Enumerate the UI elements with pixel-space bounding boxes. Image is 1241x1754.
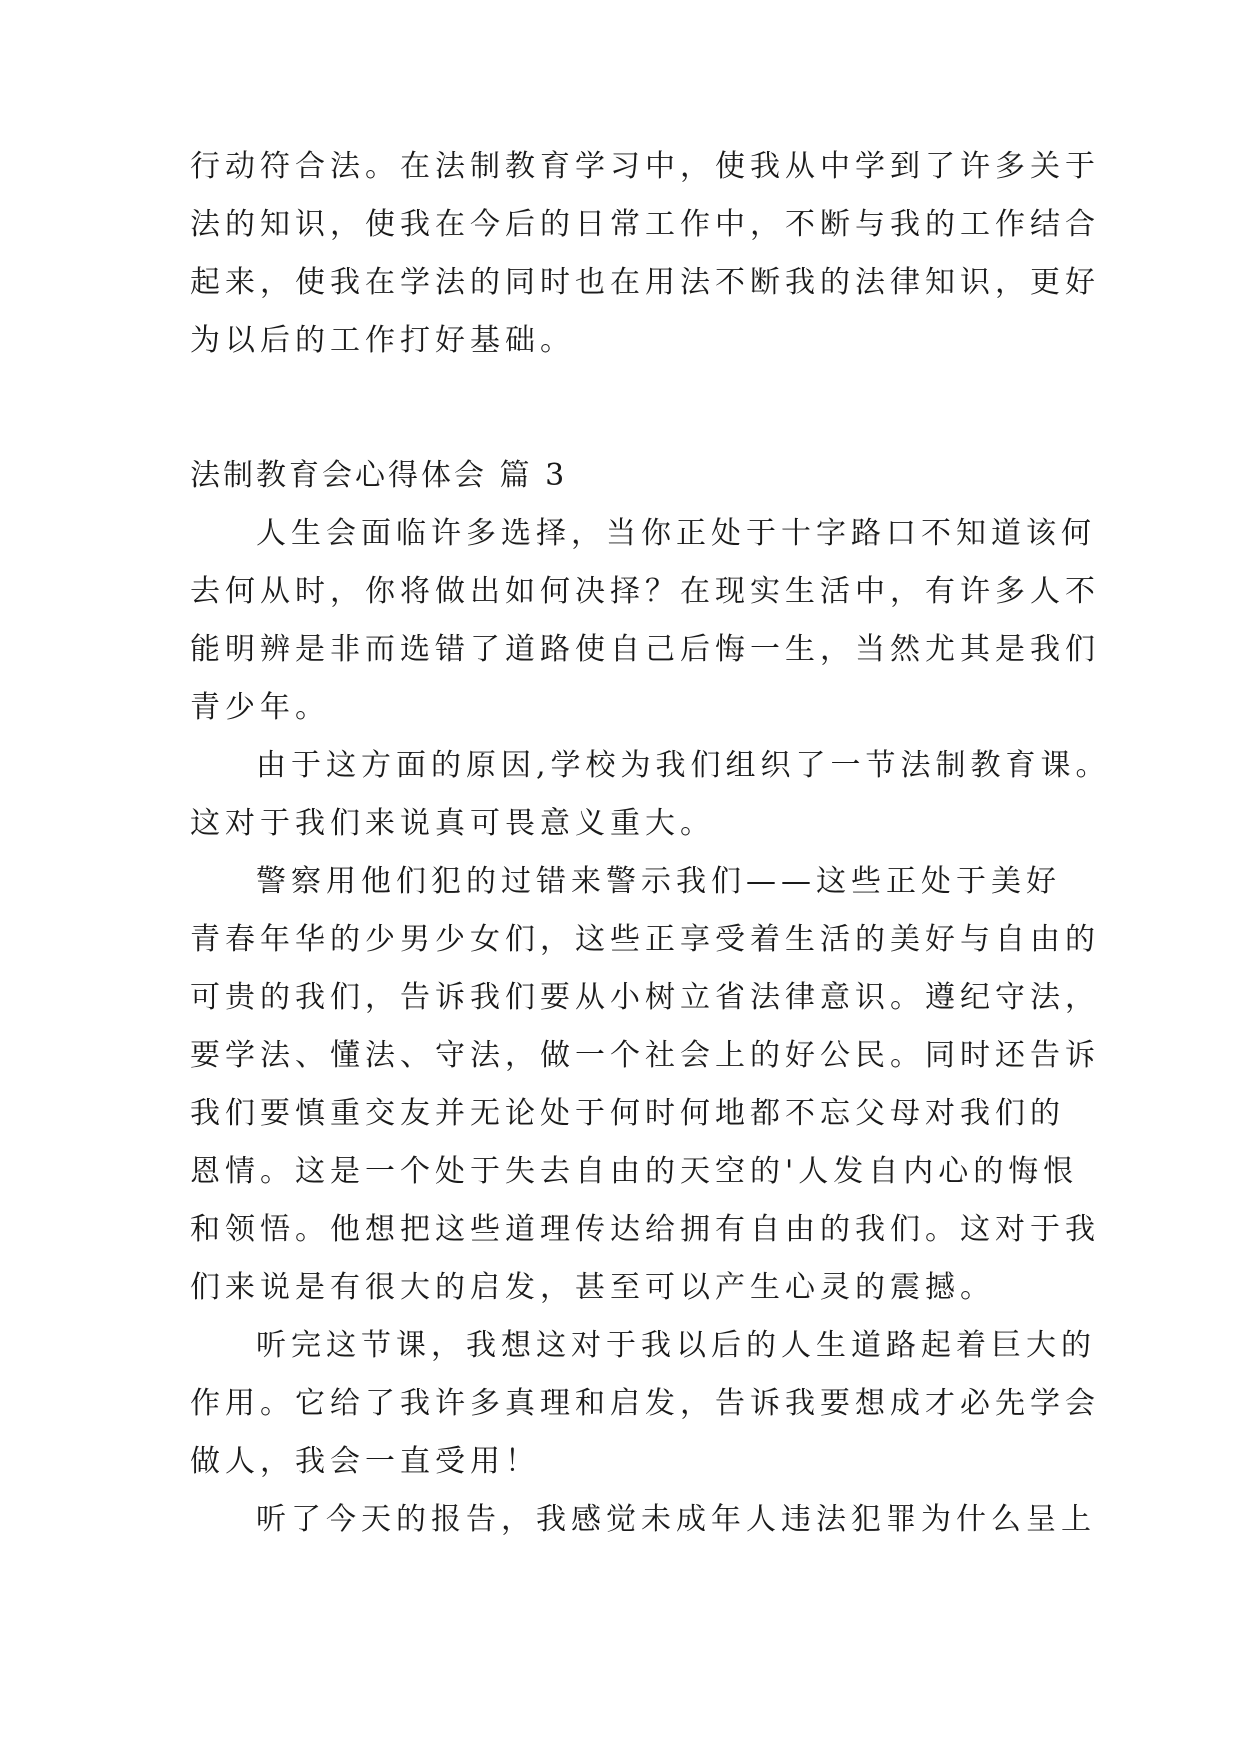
paragraph-4 bbox=[190, 1317, 1100, 1491]
paragraph-1 bbox=[190, 505, 1100, 737]
paragraph-3 bbox=[190, 853, 1100, 1317]
text-line: 行动符合法。在法制教育学习中，使我从中学到了许多关于 bbox=[190, 149, 1100, 184]
text-line: 青少年。 bbox=[190, 690, 330, 725]
paragraph-2 bbox=[190, 737, 1111, 853]
section-heading: 法制教育会心得体会 篇 3 bbox=[190, 458, 568, 493]
text-line: 可贵的我们，告诉我们要从小树立省法律意识。遵纪守法， bbox=[190, 980, 1100, 1015]
text-line: 们来说是有很大的启发，甚至可以产生心灵的震撼。 bbox=[190, 1270, 995, 1305]
text-line: 能明辨是非而选错了道路使自己后悔一生，当然尤其是我们 bbox=[190, 632, 1100, 667]
text-line: 恩情。这是一个处于失去自由的天空的'人发自内心的悔恨 bbox=[190, 1154, 1079, 1189]
text-line: 法的知识，使我在今后的日常工作中，不断与我的工作结合 bbox=[190, 207, 1100, 242]
text-line: 听完这节课，我想这对于我以后的人生道路起着巨大的 bbox=[256, 1328, 1096, 1363]
text-line: 去何从时，你将做出如何决择？在现实生活中，有许多人不 bbox=[190, 574, 1100, 609]
text-line: 警察用他们犯的过错来警示我们——这些正处于美好 bbox=[256, 864, 1061, 899]
intro-paragraph bbox=[190, 138, 1100, 370]
text-line: 青春年华的少男少女们，这些正享受着生活的美好与自由的 bbox=[190, 922, 1100, 957]
text-line: 和领悟。他想把这些道理传达给拥有自由的我们。这对于我 bbox=[190, 1212, 1100, 1247]
text-line: 由于这方面的原因,学校为我们组织了一节法制教育课。 bbox=[256, 748, 1111, 783]
text-line: 作用。它给了我许多真理和启发，告诉我要想成才必先学会 bbox=[190, 1386, 1100, 1421]
text-line: 为以后的工作打好基础。 bbox=[190, 323, 575, 358]
text-line: 这对于我们来说真可畏意义重大。 bbox=[190, 806, 715, 841]
text-line: 做人，我会一直受用！ bbox=[190, 1444, 540, 1479]
text-line: 听了今天的报告，我感觉未成年人违法犯罪为什么呈上 bbox=[256, 1502, 1096, 1537]
text-line: 我们要慎重交友并无论处于何时何地都不忘父母对我们的 bbox=[190, 1096, 1065, 1131]
text-line: 要学法、懂法、守法，做一个社会上的好公民。同时还告诉 bbox=[190, 1038, 1100, 1073]
text-line: 起来，使我在学法的同时也在用法不断我的法律知识，更好 bbox=[190, 265, 1100, 300]
paragraph-5 bbox=[190, 1491, 1096, 1549]
text-line: 人生会面临许多选择，当你正处于十字路口不知道该何 bbox=[256, 516, 1096, 551]
